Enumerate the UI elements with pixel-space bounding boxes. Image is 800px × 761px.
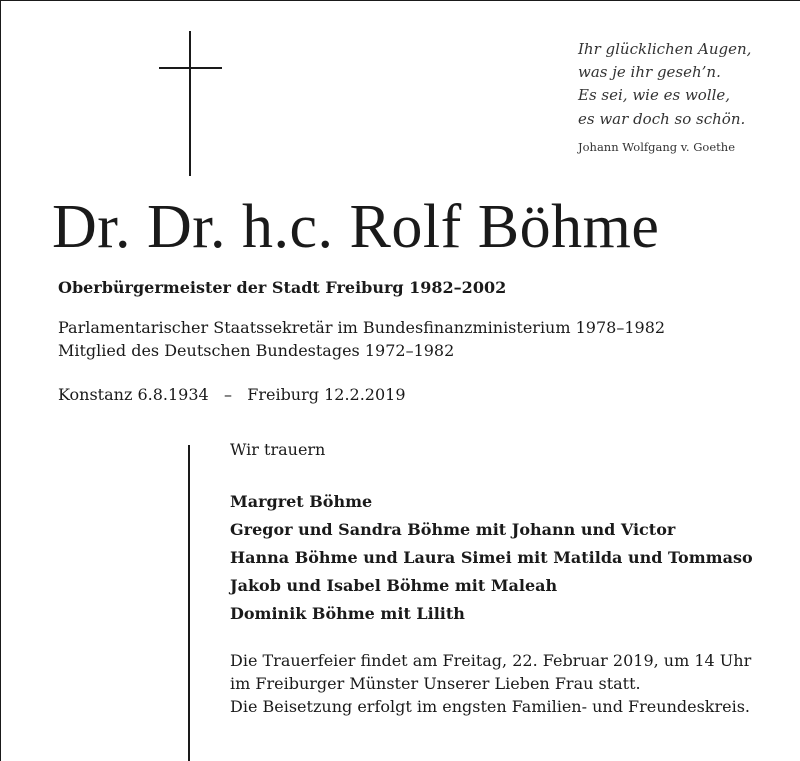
notice-line: im Freiburger Münster Unserer Lieben Frau statt. (230, 674, 641, 693)
mourner-name: Gregor und Sandra Böhme mit Johann und Victor (230, 520, 676, 539)
deceased-name: Dr. Dr. h.c. Rolf Böhme (52, 193, 660, 261)
mourners-list (230, 488, 753, 628)
role-line: Mitglied des Deutschen Bundestages 1972–1982 (58, 341, 455, 360)
cross-vertical-bar (189, 31, 191, 176)
cross-horizontal-bar (159, 67, 222, 69)
poem-line: was je ihr geseh’n. (578, 63, 721, 82)
poem-line: Ihr glücklichen Augen, (578, 40, 752, 58)
mourner-name: Hanna Böhme und Laura Simei mit Matilda und Tommaso (230, 548, 753, 567)
poem-author: Johann Wolfgang v. Goethe (578, 139, 735, 154)
vertical-divider (188, 445, 190, 761)
poem-quote (578, 38, 793, 154)
border-left (0, 0, 1, 761)
poem-line: Es sei, wie es wolle, (578, 86, 731, 105)
poem-line: es war doch so schön. (578, 109, 746, 128)
role-line: Parlamentarischer Staatssekretär im Bundesfinanzministerium 1978–1982 (58, 318, 666, 337)
notice-line: Die Beisetzung erfolgt im engsten Familien- und Freundeskreis. (230, 697, 751, 716)
mourner-name: Jakob und Isabel Böhme mit Maleah (230, 576, 558, 595)
deceased-office: Oberbürgermeister der Stadt Freiburg 1982–2002 (58, 278, 507, 297)
mourner-name: Margret Böhme (230, 492, 373, 511)
mourning-intro: Wir trauern (230, 440, 326, 459)
life-dates: Konstanz 6.8.1934 – Freiburg 12.2.2019 (58, 385, 406, 404)
notice-line: Die Trauerfeier findet am Freitag, 22. Februar 2019, um 14 Uhr (230, 651, 752, 670)
mourner-name: Dominik Böhme mit Lilith (230, 604, 465, 623)
deceased-roles (58, 316, 665, 362)
border-top (0, 0, 800, 1)
funeral-notice (230, 649, 751, 718)
